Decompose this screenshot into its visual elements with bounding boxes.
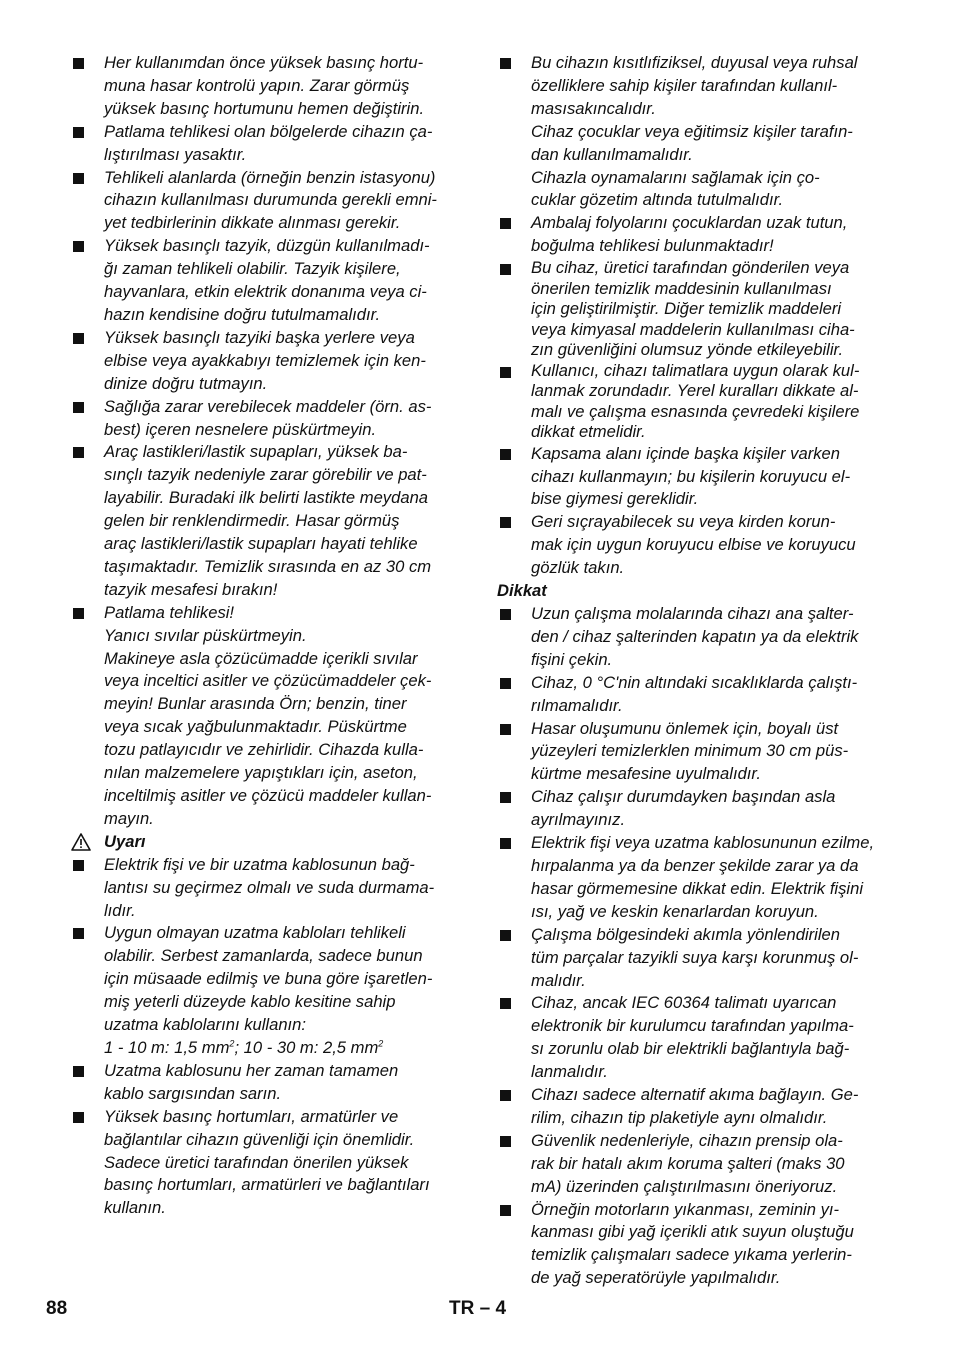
text-line: Bu cihazın kısıtlıfiziksel, duyusal veya ruhsal [531,53,858,72]
text-line: Hasar oluşumunu önlemek için, boyalı üst [531,718,839,738]
text-line: Çalışma bölgesindeki akımla yönlendirilen [531,924,840,944]
text-line: Sadece üretici tarafından önerilen yüksek [104,1152,409,1172]
section-label: TR – 4 [449,1298,507,1319]
text-line: cuklar gözetim altında tutulmalıdır. [531,190,784,210]
text-line: ısı, yağ ve keskin kenarlardan koruyun. [531,901,819,921]
text-line: kullanın. [104,1198,166,1218]
text-line: yet tedbirlerinin dikkate alınması gerekir. [104,213,401,233]
text-line: mayın. [104,808,154,828]
square-bullet-icon [500,930,511,941]
text-line: Bu cihaz, üretici tarafından gönderilen veya [531,258,850,278]
text-line: hırpalanma ya da benzer şekilde zarar ya da [531,855,859,875]
text-line: Yüksek basınç hortumları, armatürler ve [104,1106,399,1126]
text-line: Sağlığa zarar verebilecek maddeler (örn. as- [104,396,432,416]
square-bullet-icon [73,173,84,184]
text-line: gelen bir renklendirmedir. Hasar görmüş [104,511,400,531]
bullet-item [497,443,892,512]
warning-heading-text: Uyarı [104,831,146,851]
right-column [497,52,892,1290]
bullet-item [497,603,892,672]
text-line: basınç hortumları, armatürleri ve bağlantıları [104,1175,430,1195]
text-line: Örneğin motorların yıkanması, zeminin yı- [531,1199,840,1219]
bullet-item [70,52,465,121]
text-line: rak bir hatalı akım koruma şalteri (maks 30 [531,1153,845,1173]
bullet-item [497,1130,892,1199]
text-line: Kapsama alanı içinde başka kişiler varken [531,443,840,463]
square-bullet-icon [500,264,511,275]
text-line: için geliştirilmiştir. Diğer temizlik maddeleri [531,299,842,319]
text-line: veya kimyasal maddelerin kullanılması ciha- [531,319,855,339]
text-line: taşımaktadır. Temizlik sırasında en az 30 cm [104,556,432,576]
warning-triangle-icon [71,833,91,851]
text-line: olabilir. Serbest zamanlarda, sadece bunun [104,946,423,966]
superscript: 2 [229,1038,235,1049]
bullet-item [497,1199,892,1291]
text-line: Uzatma kablosunu her zaman tamamen [104,1060,399,1080]
text-line: kürtme mesafesine uyulmalıdır. [531,764,761,784]
text-line: önerilen temizlik maddesinin kullanılması [531,278,832,298]
square-bullet-icon [73,860,84,871]
text-line: Patlama tehlikesi olan bölgelerde cihazın ça- [104,121,433,141]
text-line: kablo sargısından sarın. [104,1083,282,1103]
text-line: hayvanlara, etkin elektrik donanıma veya ci- [104,282,427,302]
text-line: bise giymesi gereklidir. [531,489,699,509]
text-line: Kullanıcı, cihazı talimatlara uygun olarak kul- [531,360,860,380]
text-line: Her kullanımdan önce yüksek basınç hortu- [104,53,424,72]
text-line: Cihaz çocuklar veya eğitimsiz kişiler tarafın- [531,121,853,141]
square-bullet-icon [500,678,511,689]
bullet-item [70,235,465,327]
bullet-item [497,52,892,212]
text-line: kanması gibi yağ içerikli atık suyun oluştuğu [531,1222,854,1242]
cable-spec-part: 1 - 10 m: 1,5 mm [104,1037,230,1057]
square-bullet-icon [500,1205,511,1216]
square-bullet-icon [500,218,511,229]
text-line: tüm parçalar tazyikli suya karşı korunmuş ol- [531,947,859,967]
bullet-item [70,1106,465,1221]
bullet-item [70,441,465,601]
text-line: Cihaz, ancak IEC 60364 talimatı uyarıcan [531,993,837,1013]
square-bullet-icon [500,449,511,460]
text-line: bağlantılar cihazın güvenliği için önemlidir. [104,1129,415,1149]
square-bullet-icon [73,241,84,252]
text-line: dinize doğru tutmayın. [104,373,268,393]
square-bullet-icon [73,333,84,344]
text-line: Yanıcı sıvılar püskürtmeyin. [104,625,307,645]
text-line: rılmamalıdır. [531,695,623,715]
text-line: rilim, cihazın tip plaketiyle aynı olmalıdır. [531,1107,828,1127]
text-line: sı zorunlu olab bir elektrikli bağlantıyla bağ- [531,1039,850,1059]
section-heading: Dikkat [497,581,547,601]
text-line: hazın kendisine doğru tutulmamalıdır. [104,304,381,324]
text-line: malı ve çalışma esnasında çevredeki kişilere [531,401,860,421]
square-bullet-icon [500,58,511,69]
text-line: miş yeterli düzeyde kablo kesitine sahip [104,992,396,1012]
square-bullet-icon [73,127,84,138]
bullet-item [70,396,465,442]
text-line: için müsaade edilmiş ve buna göre işaretlen- [104,969,433,989]
text-line: boğulma tehlikesi bulunmaktadır! [531,236,774,256]
text-line: nılan malzemelere yapıştıkları için, aseton, [104,763,418,783]
bullet-item [497,832,892,924]
square-bullet-icon [500,367,511,378]
text-line: Cihaz, 0 °C'nin altındaki sıcaklıklarda çalıştı- [531,672,858,692]
text-line: lantısı su geçirmez olmalı ve suda durmama- [104,877,435,897]
text-line: fişini çekin. [531,649,613,669]
square-bullet-icon [500,609,511,620]
page-number: 88 [46,1298,68,1319]
text-line: tozu patlayıcıdır ve zehirlidir. Cihazda kulla- [104,740,424,760]
text-line: Cihaz çalışır durumdayken başından asla [531,787,836,807]
bullet-item [497,212,892,258]
square-bullet-icon [73,402,84,413]
text-line: veya inceltici asitler ve çözücümaddeler çek- [104,671,432,691]
text-line: Yüksek basınçlı tazyik, düzgün kullanılmadı- [104,236,430,256]
text-line: dikkat etmelidir. [531,422,646,442]
bullet-item [70,854,465,923]
cable-spec-line [104,1037,465,1060]
text-line: veya sıcak yağbulunmaktadır. Püskürtme [104,717,407,737]
text-line: best) içeren nesnelere püskürtmeyin. [104,419,377,439]
left-column [70,52,465,1220]
text-line: yüksek basınç hortumunu hemen değiştirin. [104,98,425,118]
text-line: lıştırılması yasaktır. [104,144,247,164]
text-line: cihazı kullanmayın; bu kişilerin koruyucu el- [531,466,851,486]
text-line: Elektrik fişi ve bir uzatma kablosunun bağ- [104,854,415,874]
text-line: hasar görmemesine dikkat edin. Elektrik fişini [531,878,864,898]
text-line: layabilir. Buradaki ilk belirti lastikte meydana [104,488,429,508]
square-bullet-icon [500,838,511,849]
text-line: malıdır. [531,970,586,990]
bullet-item [497,672,892,718]
text-line: uzatma kablolarını kullanın: [104,1015,307,1035]
bullet-item [497,511,892,580]
square-bullet-icon [73,447,84,458]
text-line: Araç lastikleri/lastik supapları, yüksek ba- [104,442,408,462]
text-line: ayrılmayınız. [531,810,626,830]
text-line: Ambalaj folyolarını çocuklardan uzak tutun, [531,213,848,233]
square-bullet-icon [73,58,84,69]
text-line: lanmak zorundadır. Yerel kuralları dikkate al- [531,381,859,401]
square-bullet-icon [500,517,511,528]
bullet-item [497,1084,892,1130]
bullet-item [497,258,892,361]
square-bullet-icon [500,998,511,1009]
text-line: Cihazla oynamalarını sağlamak için ço- [531,167,820,187]
text-line: Yüksek basınçlı tazyiki başka yerlere veya [104,327,415,347]
text-line: Makineye asla çözücümadde içerikli sıvılar [104,648,418,668]
text-line: Cihazı sadece alternatif akıma bağlayın. Ge- [531,1085,859,1105]
text-line: masısakıncalıdır. [531,98,656,118]
bullet-item [497,992,892,1084]
superscript: 2 [378,1038,384,1049]
text-line: gözlük takın. [531,558,625,578]
bullet-item [70,121,465,167]
text-line: ğı zaman tehlikeli olabilir. Tazyik kişilere, [104,259,401,279]
bullet-item [70,602,465,831]
bullet-item [497,786,892,832]
text-line: inceltilmiş asitler ve çözücü maddeler kullan- [104,786,432,805]
text-line: Uygun olmayan uzatma kabloları tehlikeli [104,923,406,943]
text-line: Uzun çalışma molalarında cihazı ana şalter- [531,604,854,623]
bullet-item [70,1060,465,1106]
text-line: yüzeyleri temizlerklen minimum 30 cm püs- [531,741,849,761]
text-line: lıdır. [104,900,136,920]
text-line: elektronik bir kurulumcu tarafından yapılma- [531,1016,854,1036]
text-line: Güvenlik nedenleriyle, cihazın prensip ola- [531,1130,843,1150]
text-line: araç lastikleri/lastik supapları hayati tehlike [104,534,418,554]
bullet-item [497,361,892,443]
square-bullet-icon [73,1112,84,1123]
text-line: Tehlikeli alanlarda (örneğin benzin istasyonu) [104,167,436,187]
text-line: lanmalıdır. [531,1062,608,1082]
bullet-item [497,718,892,787]
cable-spec-part: ; 10 - 30 m: 2,5 mm [234,1037,379,1057]
square-bullet-icon [73,1066,84,1077]
warning-heading [70,831,465,854]
bullet-item [497,924,892,993]
square-bullet-icon [500,792,511,803]
square-bullet-icon [73,928,84,939]
text-line: mak için uygun koruyucu elbise ve koruyucu [531,535,856,555]
text-line: mA) üzerinden çalıştırılmasını öneriyoruz. [531,1176,838,1196]
text-line: cihazın kullanılması durumunda gerekli emni- [104,190,437,210]
bullet-item [70,922,465,1059]
bullet-item [70,327,465,396]
square-bullet-icon [500,1090,511,1101]
text-line: Geri sıçrayabilecek su veya kirden korun- [531,512,836,532]
text-line: temizlik çalışmaları sadece yıkama yerlerin- [531,1245,852,1265]
bullet-item [70,167,465,236]
text-line: tazyik mesafesi bırakın! [104,579,278,599]
text-line: den / cihaz şalterinden kapatın ya da elektrik [531,626,859,646]
text-line: zın güvenliğini olumsuz yönde etkileyebilir. [531,340,844,360]
square-bullet-icon [73,608,84,619]
text-line: meyin! Bunlar arasında Örn; benzin, tiner [104,694,407,714]
text-line: dan kullanılmamalıdır. [531,144,693,164]
text-line: Patlama tehlikesi! [104,602,235,622]
square-bullet-icon [500,1136,511,1147]
square-bullet-icon [500,724,511,735]
text-line: sınçlı tazyik nedeniyle zarar görebilir ve pat- [104,465,427,485]
text-line: elbise veya ayakkabıyı temizlemek için ken- [104,350,426,370]
text-line: muna hasar kontrolü yapın. Zarar görmüş [104,75,410,95]
text-line: özelliklere sahip kişiler tarafından kullanıl- [531,75,838,95]
text-line: Elektrik fişi veya uzatma kablosununun ezilme, [531,833,875,853]
text-line: de yağ seperatörüyle yapılmalıdır. [531,1268,781,1288]
